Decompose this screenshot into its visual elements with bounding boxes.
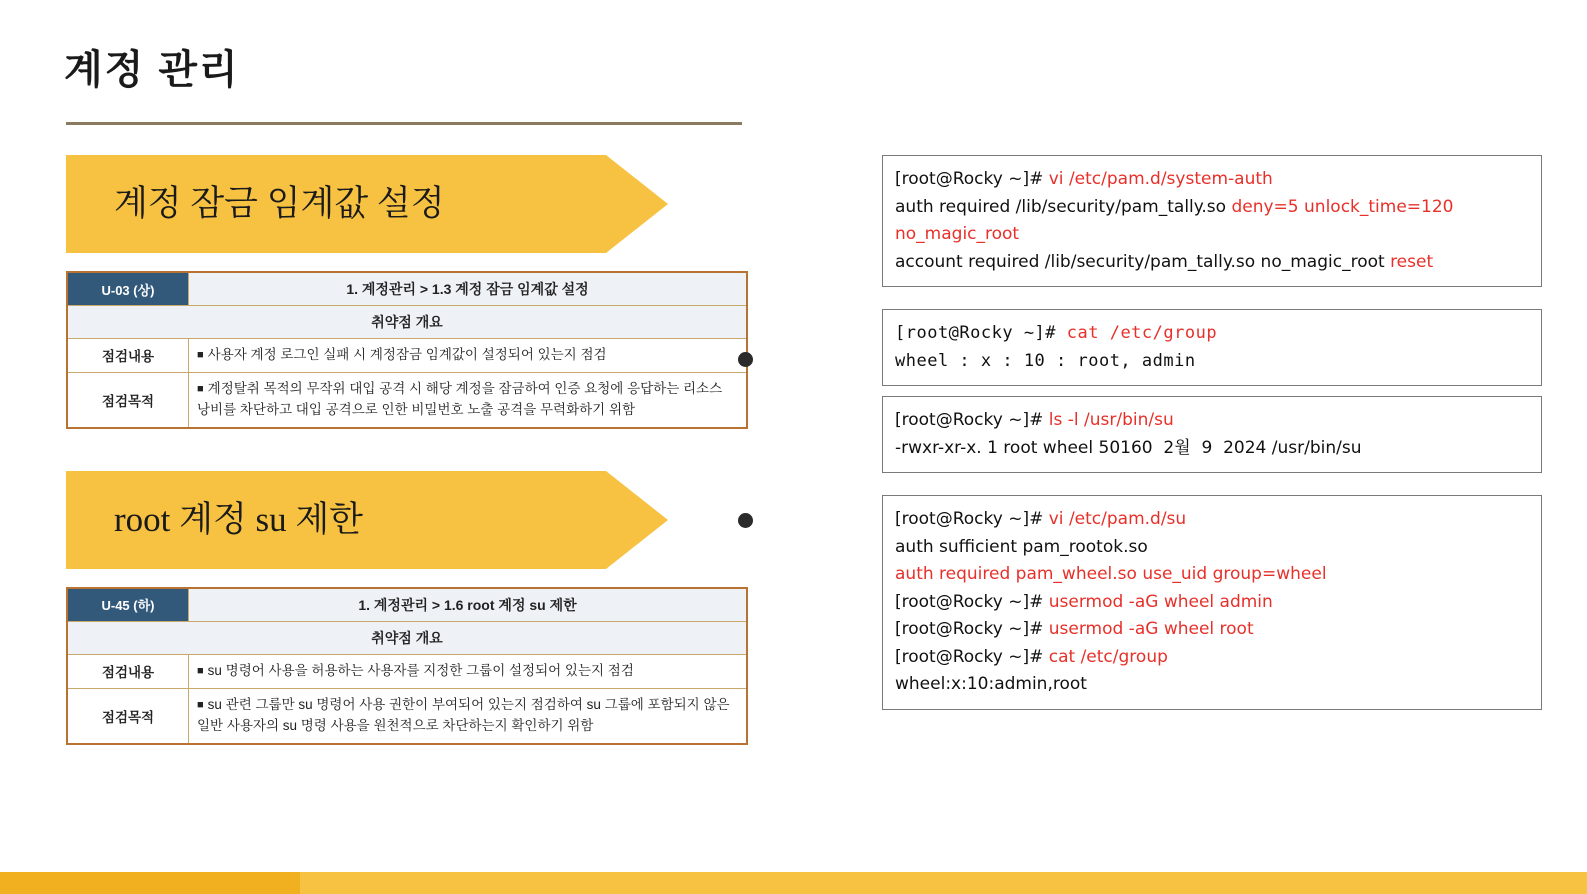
banner-arrow-point xyxy=(606,155,668,253)
terminal-command-text: vi /etc/pam.d/su xyxy=(1048,509,1187,530)
terminal-line xyxy=(895,435,1529,463)
terminal-pam-tally-config xyxy=(882,155,1542,287)
table-row xyxy=(67,306,747,339)
square-bullet-icon: ■ xyxy=(197,698,204,711)
terminal-output-text: [root@Rocky ~]# xyxy=(895,323,1067,344)
footer-accent xyxy=(0,872,300,894)
left-content-column xyxy=(66,155,756,787)
vulnerability-table-u03 xyxy=(66,271,748,429)
terminal-line xyxy=(895,616,1529,644)
terminal-output-text: auth sufficient pam_rootok.so xyxy=(895,536,1148,557)
terminal-line xyxy=(895,221,1529,249)
terminal-output-text: [root@Rocky ~]# xyxy=(895,509,1049,530)
terminal-output-text: -rwxr-xr-x. 1 root wheel 50160 2월 9 2024 /usr/bin/su xyxy=(895,437,1362,458)
section-banner-account-lockout xyxy=(66,155,686,253)
terminal-line xyxy=(895,407,1529,435)
terminal-line xyxy=(895,166,1529,194)
row-body xyxy=(189,339,748,373)
row-text: 계정탈취 목적의 무작위 대입 공격 시 해당 계정을 잠금하여 인증 요청에 응답하는 리소스 낭비를 차단하고 대입 공격으로 인한 비밀번호 노출 공격을 무력화하기 위함 xyxy=(197,380,723,417)
vulnerability-table-u45 xyxy=(66,587,748,745)
terminal-line xyxy=(895,194,1529,222)
row-body xyxy=(189,372,748,427)
row-label: 점검목적 xyxy=(67,372,189,427)
terminal-line xyxy=(895,348,1529,376)
terminal-output-text: account required /lib/security/pam_tally.so no_magic_root xyxy=(895,251,1391,272)
banner-label: root 계정 su 제한 xyxy=(114,499,363,539)
terminal-line xyxy=(895,249,1529,277)
terminal-cat-etc-group xyxy=(882,309,1542,386)
terminal-command-text: auth required pam_wheel.so use_uid group=wheel xyxy=(895,564,1327,585)
terminal-output-text: wheel : x : 10 : root, admin xyxy=(895,350,1196,371)
bullet-dot-icon xyxy=(738,513,753,528)
row-label: 점검내용 xyxy=(67,339,189,373)
vuln-code: U-03 (상) xyxy=(67,272,189,306)
row-label: 점검목적 xyxy=(67,688,189,743)
terminal-output-text: [root@Rocky ~]# xyxy=(895,646,1049,667)
vuln-section-header: 취약점 개요 xyxy=(67,306,747,339)
terminal-command-text: reset xyxy=(1390,251,1434,272)
square-bullet-icon: ■ xyxy=(197,382,204,395)
terminal-output-text: [root@Rocky ~]# xyxy=(895,619,1049,640)
terminal-command-text: usermod -aG wheel root xyxy=(1048,619,1254,640)
terminal-ls-usr-bin-su xyxy=(882,396,1542,473)
row-text: 사용자 계정 로그인 실패 시 계정잠금 임계값이 설정되어 있는지 점검 xyxy=(207,347,607,362)
banner-arrow-point xyxy=(606,471,668,569)
terminal-command-text: cat /etc/group xyxy=(1066,323,1218,344)
terminal-output-text: [root@Rocky ~]# xyxy=(895,410,1049,431)
terminal-command-text: vi /etc/pam.d/system-auth xyxy=(1048,169,1273,189)
section-banner-root-su-restriction xyxy=(66,471,686,569)
vuln-path: 1. 계정관리 > 1.6 root 계정 su 제한 xyxy=(189,588,748,622)
square-bullet-icon: ■ xyxy=(197,664,204,677)
bullet-dot-icon xyxy=(738,352,753,367)
terminal-line xyxy=(895,671,1529,699)
terminal-line xyxy=(895,506,1529,534)
terminal-line xyxy=(895,644,1529,672)
table-row xyxy=(67,272,747,306)
row-body xyxy=(189,654,748,688)
terminal-command-text: deny=5 unlock_time=120 xyxy=(1231,196,1454,217)
vuln-section-header: 취약점 개요 xyxy=(67,621,747,654)
terminal-line xyxy=(895,561,1529,589)
terminal-output-text: [root@Rocky ~]# xyxy=(895,591,1049,612)
vuln-code: U-45 (하) xyxy=(67,588,189,622)
title-divider xyxy=(66,122,742,125)
table-row xyxy=(67,654,747,688)
terminal-output-text: auth required /lib/security/pam_tally.so xyxy=(895,196,1232,217)
row-body xyxy=(189,688,748,743)
terminal-output-text: [root@Rocky ~]# xyxy=(895,169,1049,189)
table-row xyxy=(67,688,747,743)
terminal-command-text: cat /etc/group xyxy=(1048,646,1168,667)
terminal-line xyxy=(895,320,1529,348)
row-text: su 명령어 사용을 허용하는 사용자를 지정한 그룹이 설정되어 있는지 점검 xyxy=(207,662,634,678)
terminal-command-text: no_magic_root xyxy=(895,224,1020,245)
table-row xyxy=(67,372,747,427)
terminal-command-text: usermod -aG wheel admin xyxy=(1048,591,1273,612)
table-row xyxy=(67,339,747,373)
table-row xyxy=(67,588,747,622)
terminal-line xyxy=(895,589,1529,617)
banner-label: 계정 잠금 임계값 설정 xyxy=(114,184,445,223)
row-text: su 관련 그룹만 su 명령어 사용 권한이 부여되어 있는지 점검하여 su 그룹에 포함되지 않은 일반 사용자의 su 명령 사용을 원천적으로 차단하는지 확인하기 위함 xyxy=(197,696,730,733)
terminal-line xyxy=(895,534,1529,562)
terminal-command-text: ls -l /usr/bin/su xyxy=(1048,410,1174,431)
right-terminal-column xyxy=(882,155,1542,732)
vuln-path: 1. 계정관리 > 1.3 계정 잠금 임계값 설정 xyxy=(189,272,748,306)
footer-bar xyxy=(0,872,1587,894)
table-row xyxy=(67,621,747,654)
row-label: 점검내용 xyxy=(67,654,189,688)
terminal-output-text: wheel:x:10:admin,root xyxy=(895,674,1087,695)
terminal-pam-su-config xyxy=(882,495,1542,710)
square-bullet-icon: ■ xyxy=(197,349,204,361)
page-title: 계정 관리 xyxy=(64,48,240,92)
